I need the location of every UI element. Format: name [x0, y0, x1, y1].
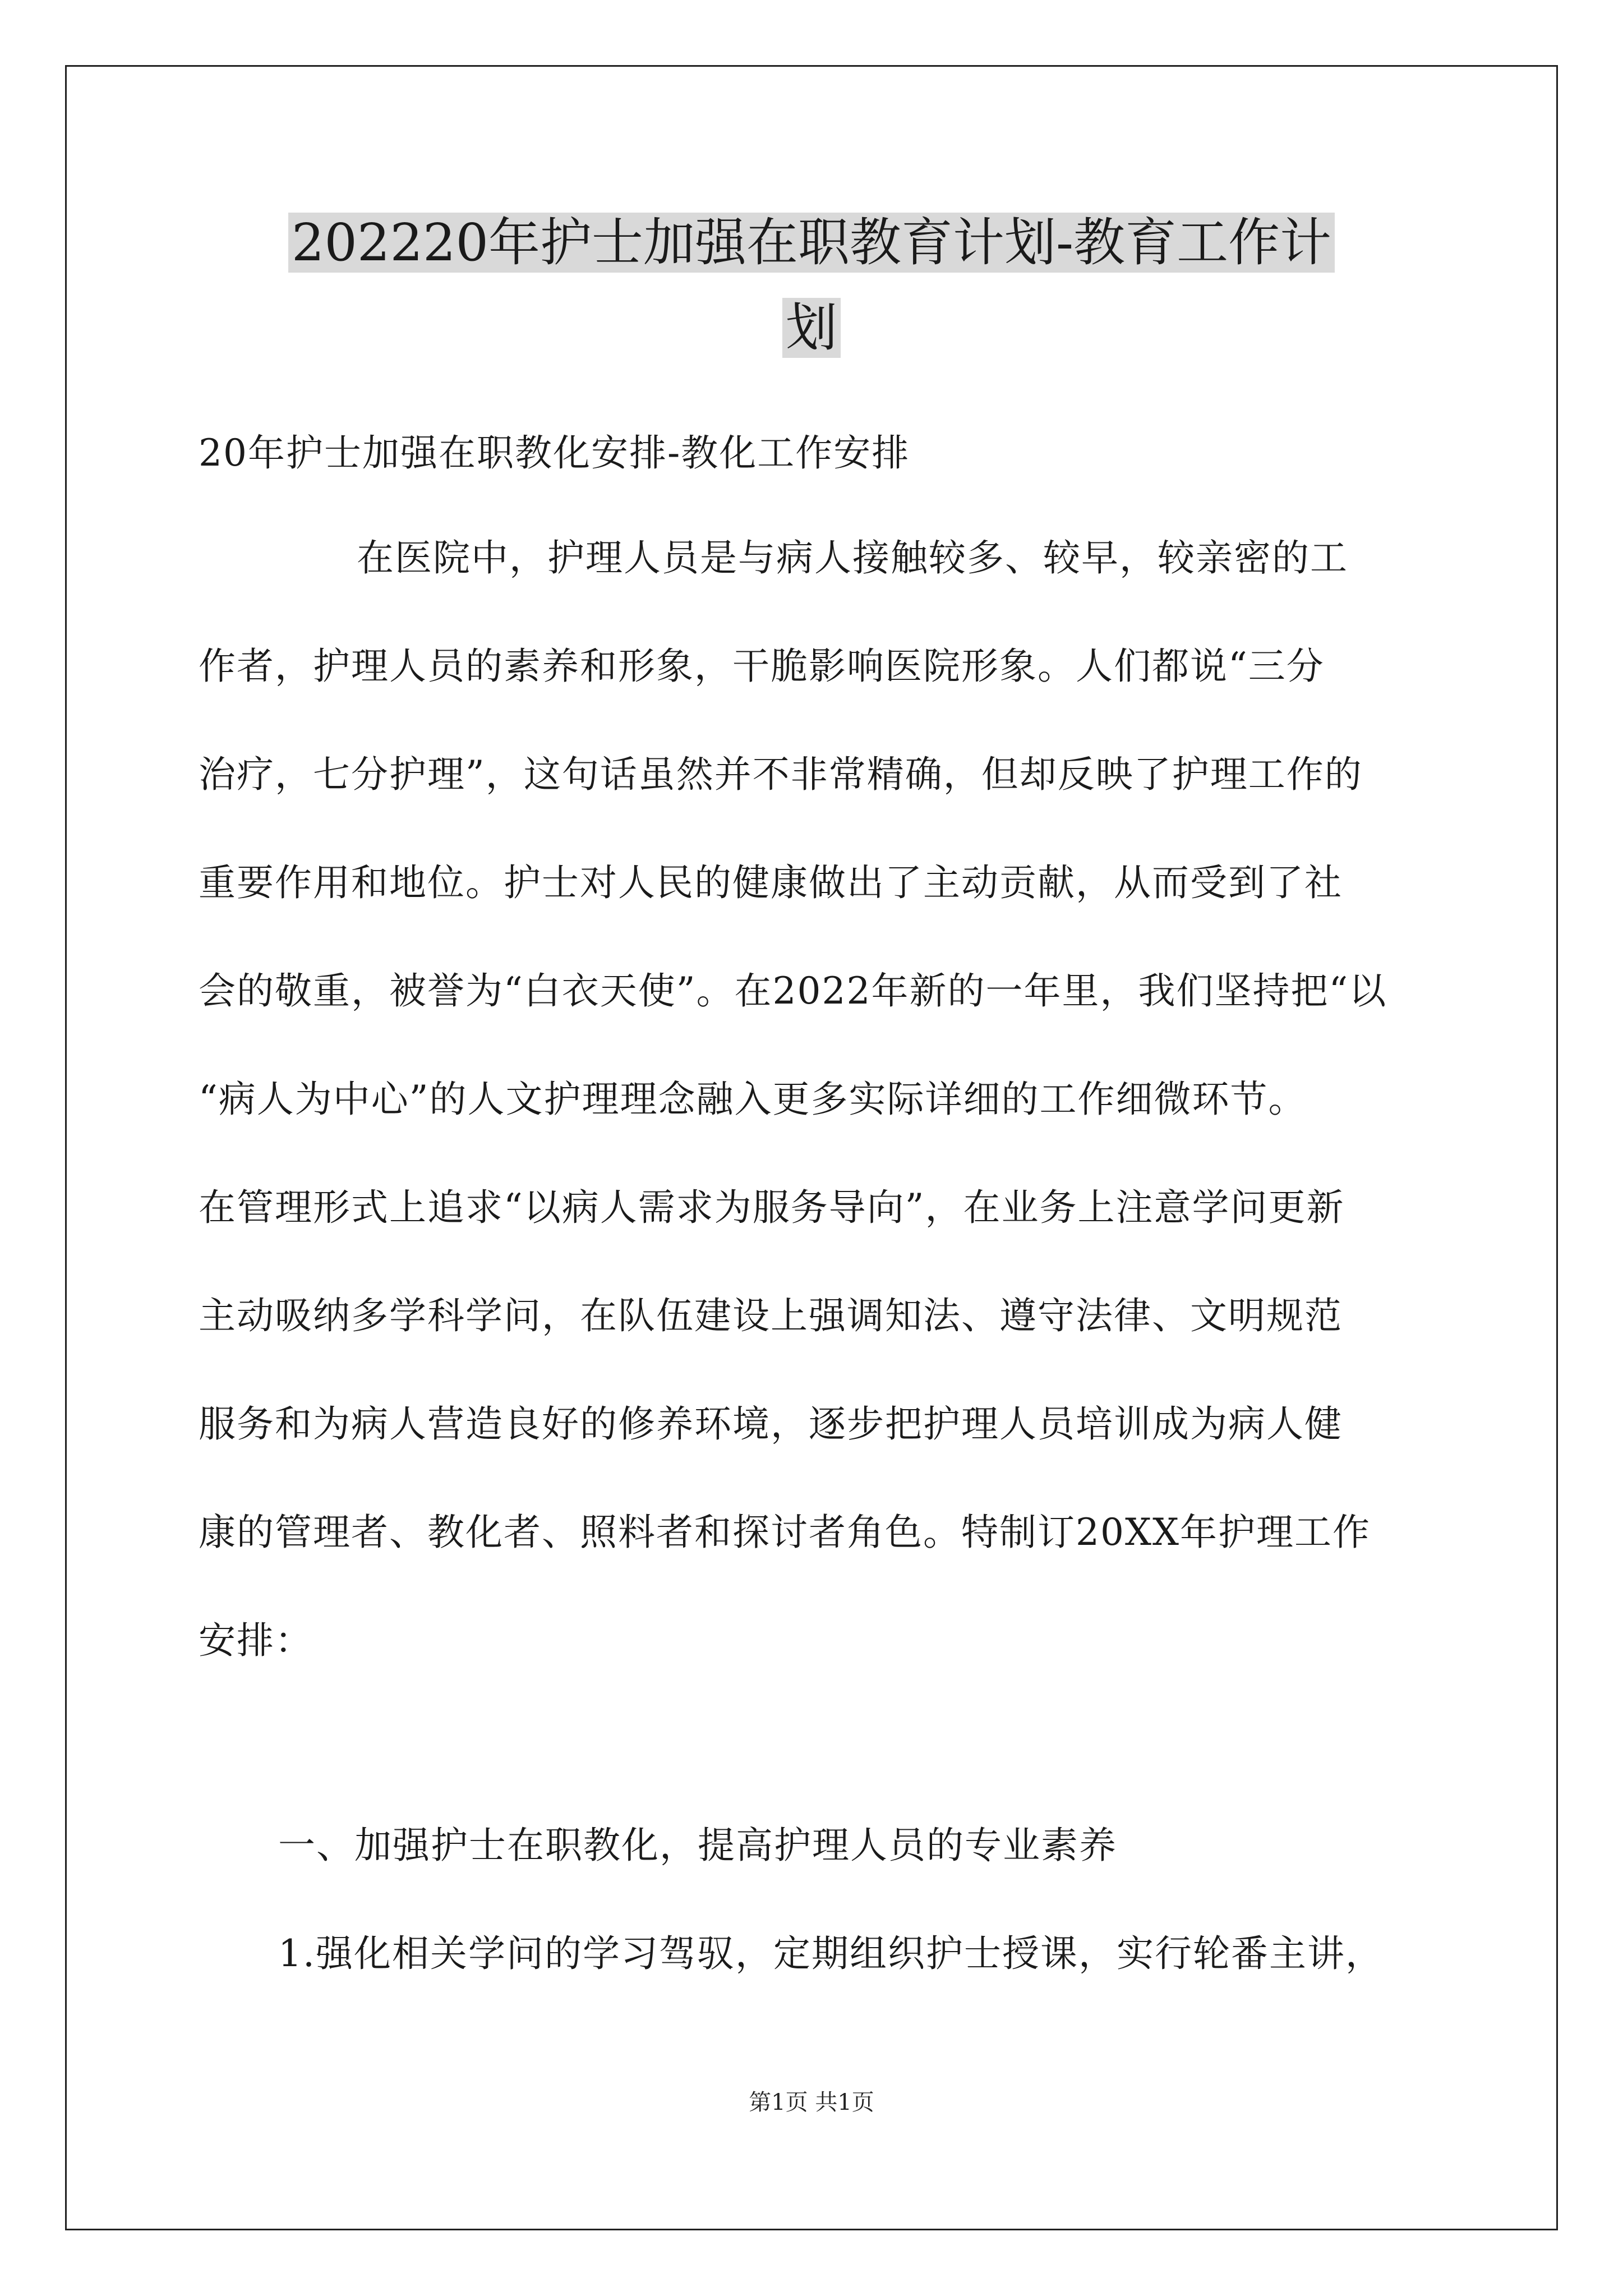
body-line: 康的管理者、教化者、照料者和探讨者角色。特制订20XX年护理工作 [199, 1511, 1371, 1554]
document-title-line-1 [0, 201, 1623, 285]
body-line: 服务和为病人营造良好的修养环境，逐步把护理人员培训成为病人健 [199, 1402, 1343, 1446]
body-line: 安排： [199, 1619, 313, 1662]
document-title-line-2 [0, 286, 1623, 370]
body-line: 作者，护理人员的素养和形象，干脆影响医院形象。人们都说“三分 [199, 645, 1325, 688]
document-title-text-1: 202220年护士加强在职教育计划-教育工作计 [288, 213, 1335, 273]
page-border [65, 65, 1558, 2230]
body-line: 会的敬重，被誉为“白衣天使”。在2022年新的一年里，我们坚持把“以 [199, 969, 1387, 1013]
body-line: 治疗，七分护理”，这句话虽然并不非常精确，但却反映了护理工作的 [199, 753, 1363, 796]
body-line: 在管理形式上追求“以病人需求为服务导向”，在业务上注意学问更新 [199, 1186, 1345, 1229]
page-footer: 第1页 共1页 [749, 2090, 874, 2115]
body-line: 重要作用和地位。护士对人民的健康做出了主动贡献，从而受到了社 [199, 861, 1343, 904]
document-subtitle: 20年护士加强在职教化安排-教化工作安排 [199, 431, 910, 475]
document-title-text-2: 划 [782, 298, 841, 358]
list-item-1: 1.强化相关学问的学习驾驭，定期组织护士授课，实行轮番主讲， [278, 1932, 1384, 1975]
body-line: “病人为中心”的人文护理理念融入更多实际详细的工作细微环节。 [199, 1078, 1307, 1121]
body-line: 主动吸纳多学科学问，在队伍建设上强调知法、遵守法律、文明规范 [199, 1294, 1343, 1337]
section-heading: 一、加强护士在职教化，提高护理人员的专业素养 [278, 1824, 1117, 1867]
body-line: 在医院中，护理人员是与病人接触较多、较早，较亲密的工 [357, 536, 1348, 579]
